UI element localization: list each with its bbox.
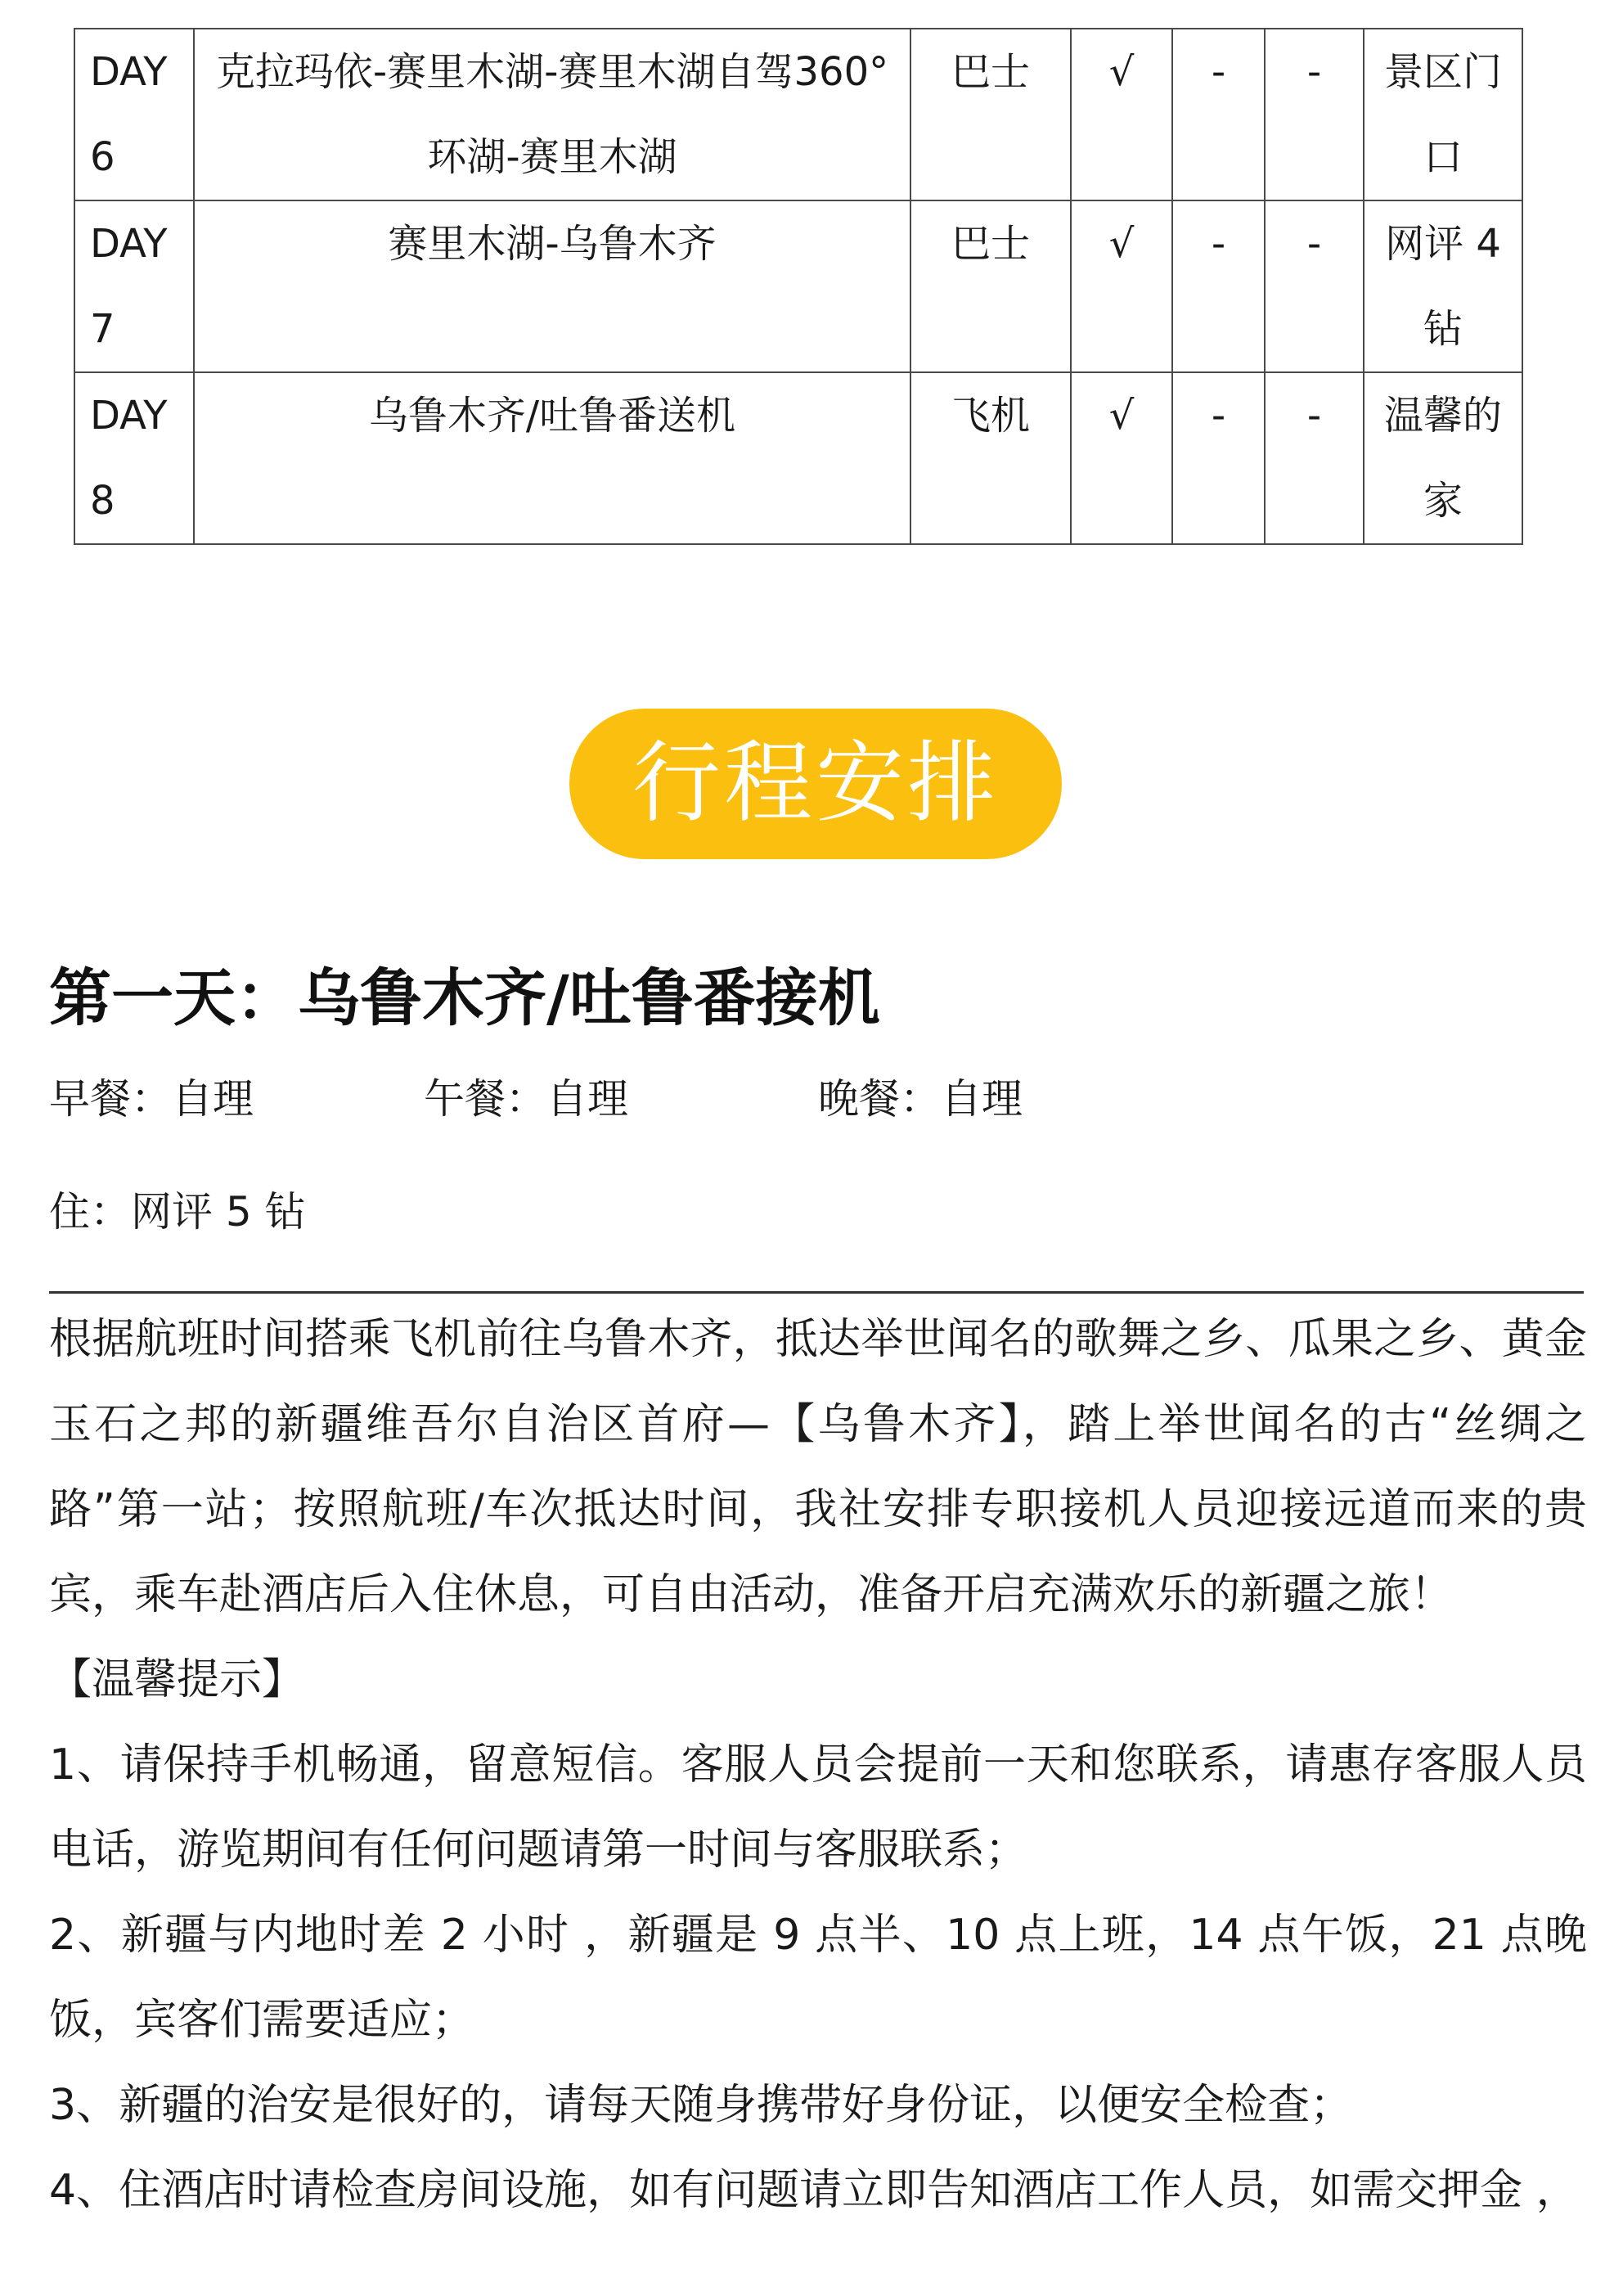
tip-heading: 【温馨提示】: [49, 1655, 305, 1704]
tip-item: 1、请保持手机畅通，留意短信。客服人员会提前一天和您联系，请惠存客服人员电话，游览期间有任何问题请第一时间与客服联系；: [49, 1740, 1587, 1875]
stay-cell: 景区门口: [1364, 29, 1522, 200]
day-cell: DAY8: [74, 372, 194, 544]
breakfast-text: 早餐：自理: [49, 1075, 254, 1123]
dinner-text: 晚餐：自理: [818, 1075, 1023, 1123]
transport-cell: 巴士: [910, 200, 1071, 372]
day-cell: DAY7: [74, 200, 194, 372]
stay-cell: 温馨的家: [1364, 372, 1522, 544]
mark-cell: -: [1172, 200, 1265, 372]
transport-cell: 巴士: [910, 29, 1071, 200]
lunch-text: 午餐：自理: [424, 1075, 628, 1123]
tip-item: 4、住酒店时请检查房间设施，如有问题请立即告知酒店工作人员，如需交押金 ，: [49, 2166, 1579, 2215]
itinerary-table: [74, 28, 1523, 545]
day-description: [49, 1297, 1587, 2233]
paragraph: 根据航班时间搭乘飞机前往乌鲁木齐，抵达举世闻名的歌舞之乡、瓜果之乡、黄金玉石之邦的新疆维吾尔自治区首府—【乌鲁木齐】，踏上举世闻名的古“丝绸之路”第一站；按照航班/车次抵达时间，我社安排专职接机人员迎接远道而来的贵宾，乘车赴酒店后入住休息，可自由活动，准备开启充满欢乐的新疆之旅！: [49, 1315, 1587, 1619]
mark-cell: √: [1071, 29, 1172, 200]
table-row: [74, 200, 1522, 372]
mark-cell: -: [1265, 372, 1364, 544]
day-title: 第一天：乌鲁木齐/吐鲁番接机: [49, 961, 880, 1034]
section-badge: 行程安排: [569, 709, 1062, 859]
mark-cell: -: [1265, 29, 1364, 200]
stay-cell: 网评 4 钻: [1364, 200, 1522, 372]
route-cell: 乌鲁木齐/吐鲁番送机: [194, 372, 910, 544]
route-cell: 克拉玛依-赛里木湖-赛里木湖自驾360°环湖-赛里木湖: [194, 29, 910, 200]
stay-text: 住：网评 5 钻: [49, 1188, 306, 1236]
divider: [49, 1291, 1584, 1294]
route-cell: 赛里木湖-乌鲁木齐: [194, 200, 910, 372]
day-cell: DAY6: [74, 29, 194, 200]
mark-cell: -: [1265, 200, 1364, 372]
mark-cell: -: [1172, 372, 1265, 544]
mark-cell: √: [1071, 372, 1172, 544]
tip-item: 3、新疆的治安是很好的，请每天随身携带好身份证，以便安全检查；: [49, 2081, 1353, 2130]
transport-cell: 飞机: [910, 372, 1071, 544]
mark-cell: -: [1172, 29, 1265, 200]
tip-item: 2、新疆与内地时差 2 小时 ，新疆是 9 点半、10 点上班，14 点午饭，21 点晚饭，宾客们需要适应；: [49, 1911, 1587, 2045]
table-row: [74, 372, 1522, 544]
table-row: [74, 29, 1522, 200]
mark-cell: √: [1071, 200, 1172, 372]
